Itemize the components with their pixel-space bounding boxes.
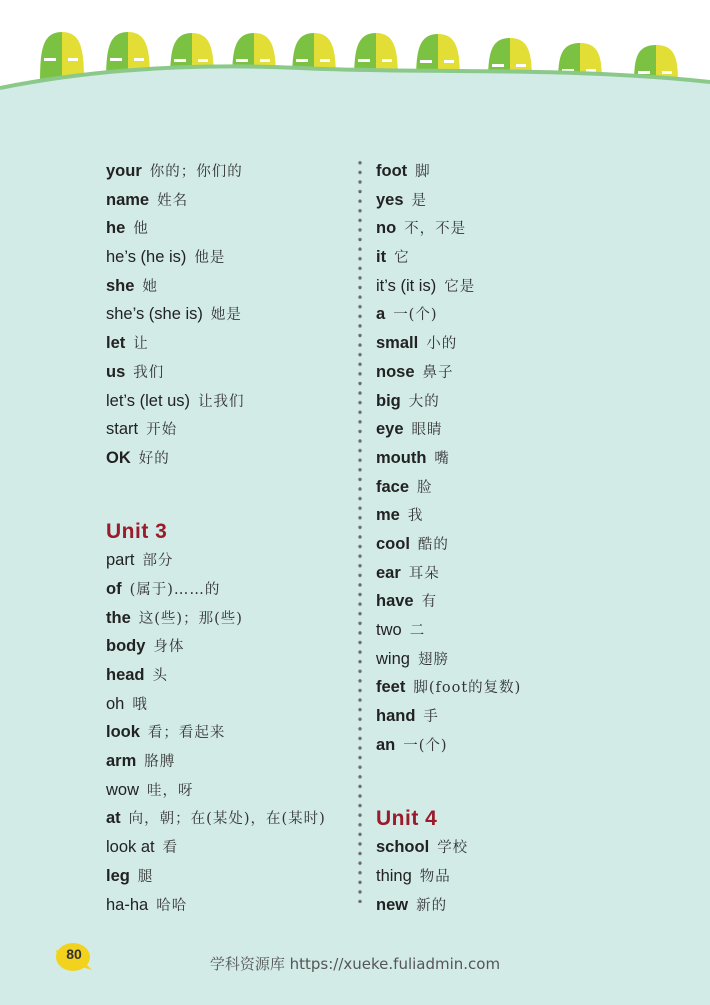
english-word: small bbox=[376, 334, 419, 353]
vocab-entry bbox=[106, 415, 356, 444]
vocab-entry bbox=[106, 575, 356, 604]
vocab-entry bbox=[106, 186, 356, 215]
english-word: let’s (let us) bbox=[106, 391, 191, 410]
chinese-meaning: 看；看起来 bbox=[147, 725, 226, 742]
english-word: an bbox=[376, 735, 396, 754]
page-number: 80 bbox=[66, 946, 82, 962]
chinese-meaning: 哇，呀 bbox=[147, 782, 194, 799]
english-word: look at bbox=[106, 838, 155, 857]
chinese-meaning: 酷的 bbox=[417, 536, 449, 553]
chinese-meaning: 他是 bbox=[194, 250, 226, 267]
vocab-entry bbox=[106, 444, 356, 473]
chinese-meaning: 哦 bbox=[132, 696, 148, 713]
chinese-meaning: 头 bbox=[152, 668, 169, 684]
chinese-meaning: 让我们 bbox=[198, 393, 245, 410]
english-word: wow bbox=[106, 780, 140, 799]
vocab-entry bbox=[106, 747, 356, 776]
vocab-entry bbox=[376, 358, 676, 387]
right-word-list bbox=[376, 157, 676, 759]
english-word: nose bbox=[376, 362, 415, 381]
english-word: ear bbox=[376, 563, 401, 582]
vocab-entry bbox=[106, 243, 356, 272]
chinese-meaning: 向，朝；在(某处)，在(某时) bbox=[128, 811, 326, 828]
vocab-entry bbox=[106, 214, 356, 243]
english-word: me bbox=[376, 506, 400, 525]
vocab-entry bbox=[106, 690, 356, 719]
english-word: start bbox=[106, 420, 139, 439]
english-word: it bbox=[376, 248, 387, 267]
right-column bbox=[376, 157, 676, 919]
vocab-entry bbox=[376, 673, 676, 702]
vocab-entry bbox=[106, 862, 356, 891]
chinese-meaning: 大的 bbox=[408, 393, 440, 410]
chinese-meaning: 物品 bbox=[419, 868, 451, 885]
chinese-meaning: 不，不是 bbox=[404, 221, 467, 238]
english-word: she bbox=[106, 276, 135, 295]
vocab-entry bbox=[376, 587, 676, 616]
english-word: wing bbox=[376, 649, 410, 668]
vocab-entry bbox=[106, 157, 356, 186]
vocab-entry bbox=[106, 604, 356, 633]
english-word: ha-ha bbox=[106, 895, 149, 914]
chinese-meaning: 她是 bbox=[210, 307, 242, 324]
left-word-list bbox=[106, 157, 356, 473]
vocab-entry bbox=[106, 300, 356, 329]
chinese-meaning: 腿 bbox=[137, 868, 154, 885]
chinese-meaning: 身体 bbox=[153, 639, 185, 656]
english-word: arm bbox=[106, 752, 137, 771]
chinese-meaning: 胳膊 bbox=[144, 754, 176, 771]
chinese-meaning: 是 bbox=[411, 192, 428, 209]
vocab-entry bbox=[106, 272, 356, 301]
chinese-meaning: (属于)……的 bbox=[129, 581, 221, 598]
chinese-meaning: 部分 bbox=[142, 553, 174, 570]
chinese-meaning: 我们 bbox=[133, 364, 165, 381]
english-word: feet bbox=[376, 678, 406, 697]
vocab-entry bbox=[376, 272, 676, 301]
unit-4-heading: Unit 4 bbox=[376, 807, 438, 831]
english-word: hand bbox=[376, 707, 416, 726]
english-word: leg bbox=[106, 866, 130, 885]
vocab-entry bbox=[376, 891, 676, 920]
english-word: face bbox=[376, 477, 410, 496]
vocab-entry bbox=[376, 444, 676, 473]
vocab-entry bbox=[106, 776, 356, 805]
english-word: big bbox=[376, 391, 401, 410]
english-word: foot bbox=[376, 162, 408, 180]
chinese-meaning: 学校 bbox=[437, 840, 469, 857]
chinese-meaning: 脚(foot的复数) bbox=[413, 680, 522, 697]
chinese-meaning: 翅膀 bbox=[417, 651, 449, 668]
vocab-entry bbox=[376, 329, 676, 358]
vocab-entry bbox=[106, 804, 356, 833]
chinese-meaning: 有 bbox=[421, 594, 438, 611]
chinese-meaning: 手 bbox=[423, 709, 439, 726]
english-word: part bbox=[106, 551, 135, 570]
english-word: us bbox=[106, 362, 126, 381]
english-word: body bbox=[106, 637, 146, 656]
english-word: look bbox=[106, 723, 140, 742]
chinese-meaning: 姓名 bbox=[157, 192, 189, 209]
vocab-entry bbox=[376, 214, 676, 243]
english-word: have bbox=[376, 592, 414, 611]
footer-watermark: 学科资源库 https://xueke.fuliadmin.com bbox=[209, 955, 501, 973]
chinese-meaning: 让 bbox=[133, 336, 149, 353]
dotted-divider bbox=[358, 158, 362, 903]
english-word: eye bbox=[376, 420, 404, 439]
english-word: oh bbox=[106, 694, 125, 713]
vocab-entry bbox=[376, 616, 676, 645]
english-word: cool bbox=[376, 534, 410, 553]
vocab-entry bbox=[106, 329, 356, 358]
english-word: yes bbox=[376, 190, 404, 209]
vocab-entry bbox=[106, 358, 356, 387]
unit-3-word-list bbox=[106, 546, 356, 919]
chinese-meaning: 他 bbox=[133, 221, 149, 238]
vocab-entry bbox=[376, 387, 676, 416]
chinese-meaning: 嘴 bbox=[434, 450, 450, 467]
chinese-meaning: 开始 bbox=[146, 422, 178, 439]
english-word: head bbox=[106, 666, 145, 684]
english-word: new bbox=[376, 895, 409, 914]
vocab-entry bbox=[376, 702, 676, 731]
chinese-meaning: 一(个) bbox=[393, 307, 438, 324]
vocab-entry bbox=[106, 661, 356, 690]
vocab-entry bbox=[106, 632, 356, 661]
chinese-meaning: 好的 bbox=[138, 450, 170, 467]
vocab-entry bbox=[376, 645, 676, 674]
english-word: OK bbox=[106, 448, 131, 467]
left-column bbox=[106, 157, 356, 919]
english-word: school bbox=[376, 838, 430, 857]
vocab-entry bbox=[376, 415, 676, 444]
vocab-entry bbox=[376, 300, 676, 329]
chinese-meaning: 它 bbox=[394, 250, 410, 267]
vocab-entry bbox=[376, 833, 676, 862]
vocab-entry bbox=[376, 530, 676, 559]
english-word: he’s (he is) bbox=[106, 248, 187, 267]
chinese-meaning: 小的 bbox=[426, 336, 458, 353]
chinese-meaning: 二 bbox=[409, 623, 426, 639]
chinese-meaning: 我 bbox=[407, 508, 424, 525]
english-word: name bbox=[106, 190, 150, 209]
english-word: your bbox=[106, 162, 142, 180]
english-word: at bbox=[106, 809, 121, 828]
chinese-meaning: 眼睛 bbox=[411, 422, 443, 439]
english-word: he bbox=[106, 219, 126, 238]
chinese-meaning: 她 bbox=[142, 278, 158, 295]
english-word: no bbox=[376, 219, 397, 238]
vocab-entry bbox=[376, 243, 676, 272]
english-word: she’s (she is) bbox=[106, 305, 203, 324]
unit-3-heading: Unit 3 bbox=[106, 520, 168, 544]
chinese-meaning: 一(个) bbox=[403, 737, 448, 754]
chinese-meaning: 哈哈 bbox=[156, 897, 188, 914]
chinese-meaning: 看 bbox=[162, 840, 179, 857]
english-word: let bbox=[106, 334, 126, 353]
vocab-entry bbox=[106, 833, 356, 862]
chinese-meaning: 这(些)；那(些) bbox=[138, 610, 243, 627]
vocab-entry bbox=[376, 501, 676, 530]
chinese-meaning: 耳朵 bbox=[408, 565, 440, 582]
english-word: of bbox=[106, 579, 122, 598]
english-word: thing bbox=[376, 866, 412, 885]
vocab-entry bbox=[106, 546, 356, 575]
vocab-entry bbox=[106, 718, 356, 747]
vocab-entry bbox=[376, 473, 676, 502]
chinese-meaning: 它是 bbox=[444, 278, 476, 295]
vocab-entry bbox=[376, 862, 676, 891]
vocab-entry bbox=[376, 559, 676, 588]
chinese-meaning: 脸 bbox=[417, 479, 433, 496]
english-word: a bbox=[376, 305, 386, 324]
vocab-entry bbox=[106, 891, 356, 920]
english-word: it’s (it is) bbox=[376, 276, 437, 295]
vocab-entry bbox=[376, 157, 676, 186]
chinese-meaning: 你的；你们的 bbox=[149, 164, 243, 180]
decorative-header bbox=[0, 0, 710, 110]
vocab-entry bbox=[376, 186, 676, 215]
vocab-entry bbox=[376, 731, 676, 760]
vocab-entry bbox=[106, 387, 356, 416]
english-word: two bbox=[376, 621, 402, 639]
english-word: mouth bbox=[376, 448, 427, 467]
english-word: the bbox=[106, 608, 131, 627]
chinese-meaning: 鼻子 bbox=[422, 364, 454, 381]
unit-4-word-list bbox=[376, 833, 676, 919]
chinese-meaning: 脚 bbox=[415, 164, 431, 180]
chinese-meaning: 新的 bbox=[416, 897, 448, 914]
